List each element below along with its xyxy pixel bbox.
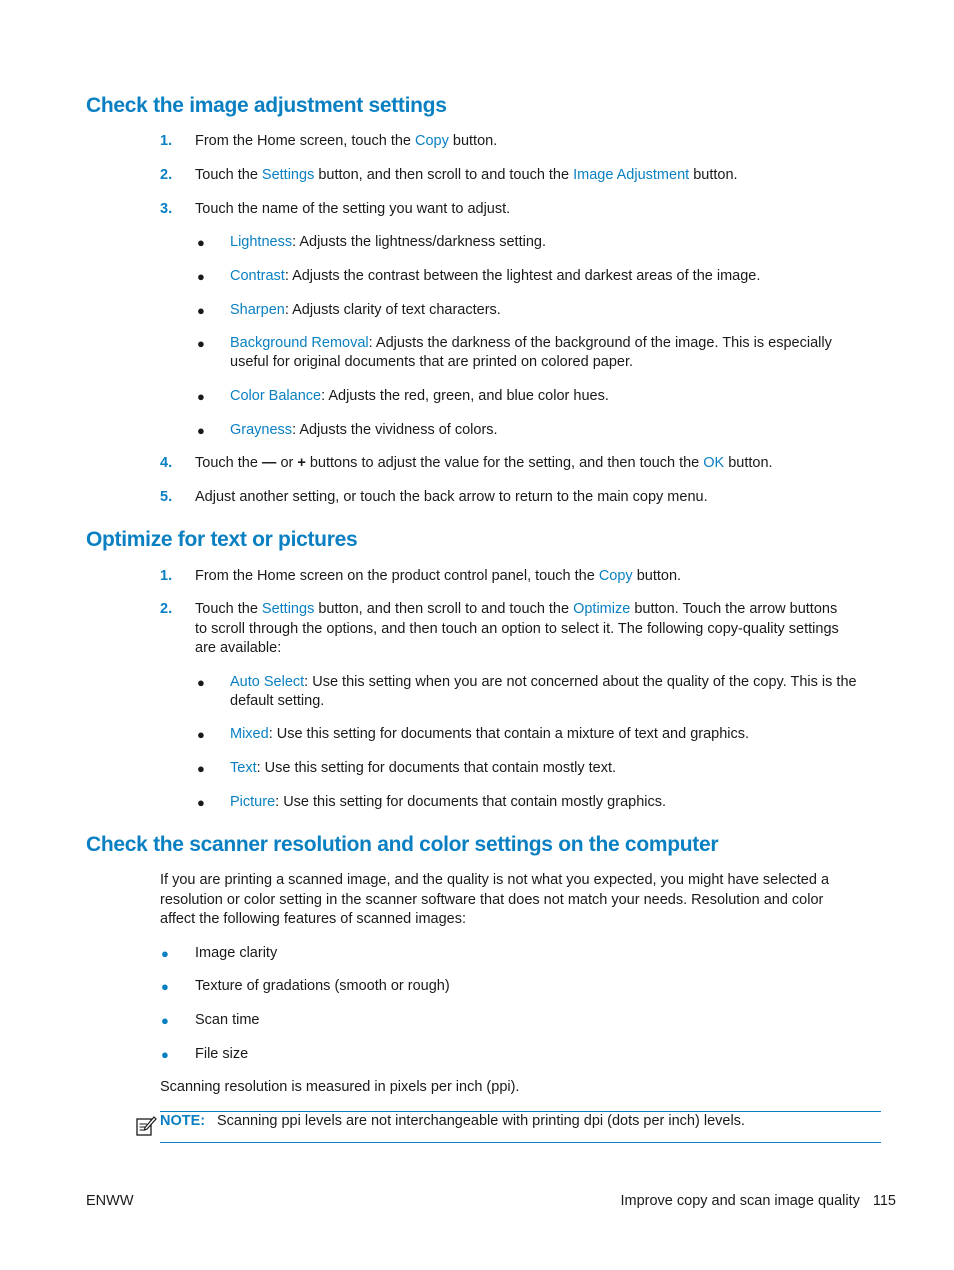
intro-paragraph: affect the following features of scanned images: [160,911,467,927]
note-pencil-icon [135,1115,157,1137]
step-number: 2. [160,601,173,617]
bullet-icon: ● [197,423,205,438]
bullet-item: Contrast: Adjusts the contrast between the lightest and darkest areas of the image. [230,268,761,284]
keyword: Settings [261,167,315,183]
bullet-item-continued: useful for original documents that are printed on colored paper. [230,354,634,370]
bullet-item: Picture: Use this setting for documents that contain mostly graphics. [230,794,667,810]
keyword: OK [703,455,725,471]
bullet-icon: ● [161,1013,169,1028]
bullet-item: Background Removal: Adjusts the darkness of the background of the image. This is especially [230,335,832,351]
footer-chapter-title: Improve copy and scan image quality [620,1193,860,1209]
bullet-item: File size [195,1046,249,1062]
heading-scanner-resolution: Check the scanner resolution and color settings on the computer [86,833,719,856]
bullet-icon: ● [197,727,205,742]
step-number: 5. [160,489,173,505]
footer-right [620,1192,896,1212]
keyword: Copy [415,133,449,149]
bullet-item: Image clarity [195,945,278,961]
step-text: Touch the Settings button, and then scroll to and touch the Image Adjustment button. [195,167,738,183]
note-label: NOTE: [160,1113,206,1129]
bullet-icon: ● [161,979,169,994]
bullet-icon: ● [161,946,169,961]
bullet-icon: ● [197,675,205,690]
bullet-icon: ● [197,761,205,776]
page-number: 115 [872,1193,896,1209]
step-text: From the Home screen on the product control panel, touch the Copy button. [195,568,682,584]
heading-optimize: Optimize for text or pictures [86,528,358,551]
bullet-icon: ● [197,303,205,318]
bullet-icon: ● [197,336,205,351]
intro-paragraph: resolution or color setting in the scanner software that does not match your needs. Resolution and color [160,892,824,908]
footer-left: ENWW [86,1193,134,1209]
step-number: 1. [160,568,173,584]
bullet-item: Mixed: Use this setting for documents that contain a mixture of text and graphics. [230,726,750,742]
closing-paragraph: Scanning resolution is measured in pixels per inch (ppi). [160,1079,520,1095]
bullet-item: Scan time [195,1012,260,1028]
keyword: Optimize [573,601,631,617]
step-number: 2. [160,167,173,183]
step-text: From the Home screen, touch the Copy button. [195,133,498,149]
step-text-continued: to scroll through the options, and then touch an option to select it. The following copy-quality settings [195,621,839,637]
bullet-item: Texture of gradations (smooth or rough) [195,978,450,994]
bullet-item: Auto Select: Use this setting when you are not concerned about the quality of the copy. This is the [230,674,857,690]
bullet-item: Sharpen: Adjusts clarity of text characters. [230,302,501,318]
keyword: Image Adjustment [573,167,690,183]
step-text-continued: are available: [195,640,282,656]
note-text: Scanning ppi levels are not interchangeable with printing dpi (dots per inch) levels. [217,1113,745,1129]
bullet-icon: ● [197,795,205,810]
keyword: Copy [598,568,633,584]
bullet-icon: ● [197,269,205,284]
step-number: 4. [160,455,173,471]
step-text: Touch the Settings button, and then scroll to and touch the Optimize button. Touch the arrow buttons [195,601,838,617]
step-text: Adjust another setting, or touch the back arrow to return to the main copy menu. [195,489,708,505]
step-number: 3. [160,201,173,217]
step-number: 1. [160,133,173,149]
heading-image-adjustment: Check the image adjustment settings [86,94,447,117]
bullet-item: Text: Use this setting for documents that contain mostly text. [230,760,617,776]
keyword: Settings [261,601,315,617]
step-text: Touch the — or + buttons to adjust the value for the setting, and then touch the OK button. [195,455,773,471]
intro-paragraph: If you are printing a scanned image, and the quality is not what you expected, you might have selected a [160,872,830,888]
bullet-icon: ● [197,235,205,250]
bullet-icon: ● [161,1047,169,1062]
bullet-item: Color Balance: Adjusts the red, green, and blue color hues. [230,388,609,404]
bullet-icon: ● [197,389,205,404]
bullet-item: Lightness: Adjusts the lightness/darkness setting. [230,234,546,250]
step-text: Touch the name of the setting you want to adjust. [195,201,511,217]
bullet-item-continued: default setting. [230,693,325,709]
bullet-item: Grayness: Adjusts the vividness of colors. [230,422,498,438]
note-bottom-rule [160,1142,881,1143]
